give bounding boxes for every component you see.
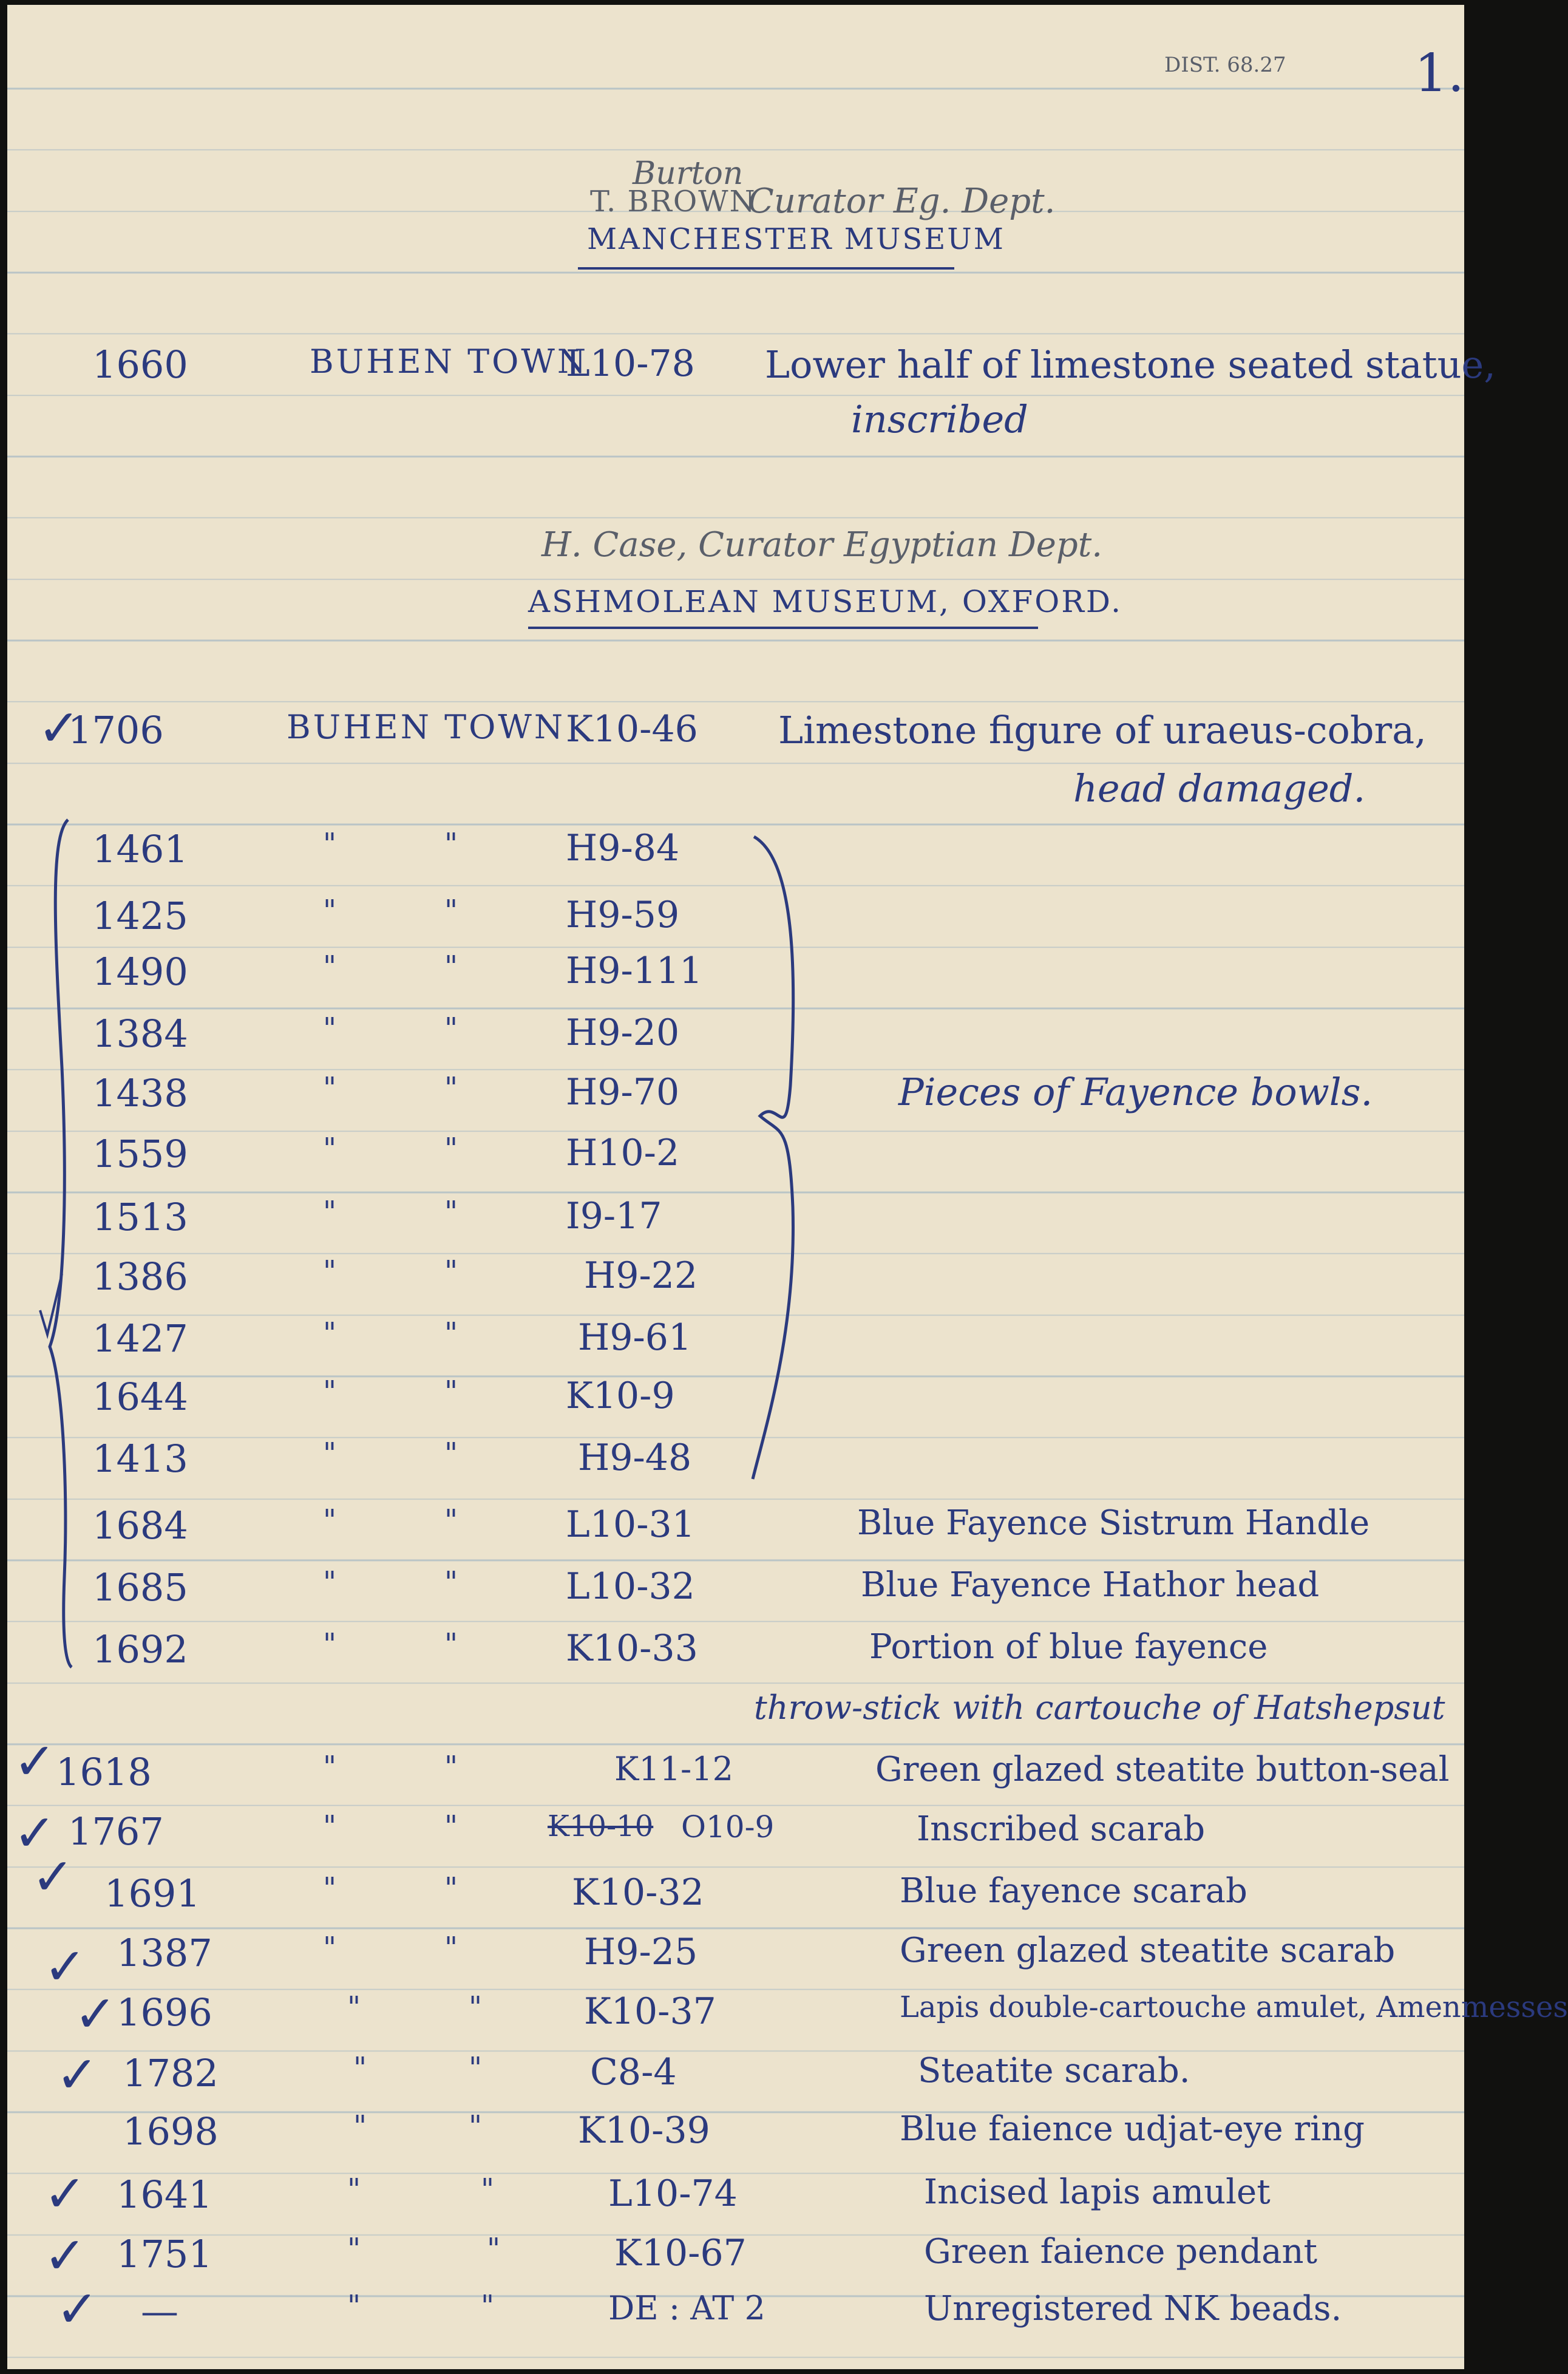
- registration-number: H9-70: [566, 1071, 680, 1114]
- pencil-annotation: Burton: [633, 155, 744, 192]
- ditto-mark: ": [444, 1195, 458, 1229]
- record-number: 1691: [104, 1871, 200, 1916]
- check-mark-icon: ✓: [56, 2279, 99, 2339]
- object-description-continued: inscribed: [851, 397, 1028, 441]
- object-description: Blue fayence scarab: [900, 1871, 1247, 1911]
- registration-number: L10-78: [566, 342, 695, 385]
- record-number: 1438: [92, 1071, 188, 1115]
- record-row: [7, 1803, 1464, 1870]
- record-number: 1559: [92, 1132, 188, 1176]
- record-number: 1644: [92, 1375, 188, 1419]
- page-number: 1.: [1414, 43, 1465, 104]
- ditto-mark: ": [444, 1437, 458, 1471]
- registration-number: K11-12: [614, 1750, 734, 1788]
- object-description: Limestone figure of uraeus-cobra,: [778, 708, 1427, 752]
- ditto-mark: ": [323, 950, 337, 984]
- object-description: Blue Fayence Sistrum Handle: [857, 1503, 1370, 1543]
- ditto-mark: ": [444, 1375, 458, 1409]
- ditto-mark: ": [323, 1254, 337, 1288]
- record-number: 1706: [68, 708, 164, 752]
- record-number: 1386: [92, 1254, 188, 1299]
- object-description: Portion of blue fayence: [869, 1627, 1268, 1667]
- record-row: [7, 1071, 1464, 1132]
- record-number: 1684: [92, 1503, 188, 1548]
- record-number: 1427: [92, 1316, 188, 1361]
- ditto-mark: ": [323, 1750, 337, 1784]
- record-row: [7, 1254, 1464, 1315]
- ditto-mark: ": [469, 1990, 483, 2024]
- record-row: [7, 1132, 1464, 1192]
- record-number: 1685: [92, 1565, 188, 1610]
- registration-number: L10-31: [566, 1503, 695, 1546]
- record-row: [7, 2279, 1464, 2350]
- heading-underline: [578, 267, 954, 270]
- document-reference: DIST. 68.27: [1164, 53, 1286, 77]
- record-number: 1641: [117, 2172, 212, 2217]
- ditto-mark: ": [444, 827, 458, 861]
- registration-number: K10-37: [584, 1990, 716, 2033]
- heading-underline: [528, 627, 1038, 629]
- registration-number: H9-59: [566, 894, 680, 936]
- record-row: [7, 1437, 1464, 1497]
- registration-number: C8-4: [590, 2051, 677, 2093]
- object-description: Lower half of limestone seated statue,: [765, 342, 1496, 387]
- ditto-mark: ": [323, 1627, 337, 1661]
- registration-number: I9-17: [566, 1195, 662, 1237]
- ditto-mark: ": [444, 1750, 458, 1784]
- object-description: Inscribed scarab: [917, 1809, 1206, 1849]
- registration-number: H9-111: [566, 950, 703, 992]
- object-description: Green glazed steatite button-seal: [875, 1750, 1450, 1789]
- record-number: 1660: [92, 342, 188, 387]
- ditto-mark: ": [481, 2289, 495, 2323]
- record-number: 1513: [92, 1195, 188, 1239]
- record-row: [7, 1984, 1568, 2051]
- check-mark-icon: ✓: [32, 1847, 75, 1906]
- record-number: 1767: [68, 1809, 164, 1854]
- ditto-mark: ": [323, 1437, 337, 1471]
- ditto-mark: ": [469, 2109, 483, 2143]
- registration-number: K10-67: [614, 2232, 747, 2274]
- curator-name: T. BROWN: [590, 185, 756, 219]
- ditto-mark: ": [487, 2232, 501, 2266]
- ditto-mark: ": [444, 1316, 458, 1350]
- ditto-mark: ": [444, 1565, 458, 1599]
- record-row: [7, 2164, 1464, 2233]
- ditto-mark: ": [444, 1012, 458, 1046]
- check-mark-icon: ✓: [56, 2045, 99, 2104]
- manuscript-page: [7, 5, 1568, 2369]
- record-number: 1696: [117, 1990, 212, 2035]
- museum-heading: MANCHESTER MUSEUM: [587, 222, 1005, 256]
- registration-number: H9-61: [578, 1316, 692, 1359]
- ditto-mark: ": [323, 1931, 337, 1965]
- record-row: [7, 1931, 1464, 1996]
- object-description: Steatite scarab.: [918, 2051, 1190, 2090]
- ditto-mark: ": [347, 1990, 361, 2024]
- check-mark-icon: ✓: [44, 2164, 87, 2223]
- record-row: [7, 1732, 1464, 1811]
- registration-number: H9-84: [566, 827, 680, 869]
- record-row: [7, 2045, 1464, 2112]
- curator-title: Curator Eg. Dept.: [748, 182, 1056, 221]
- ditto-mark: ": [444, 950, 458, 984]
- site-name: BUHEN TOWN: [310, 342, 589, 381]
- ditto-mark: ": [323, 1503, 337, 1537]
- ditto-mark: ": [323, 1871, 337, 1905]
- ditto-mark: ": [353, 2109, 367, 2143]
- record-row: [7, 1316, 1464, 1377]
- record-row: [7, 1503, 1464, 1564]
- record-number: 1782: [123, 2051, 219, 2095]
- object-description: Green glazed steatite scarab: [900, 1931, 1396, 1970]
- curator-line: H. Case, Curator Egyptian Dept.: [541, 525, 1103, 565]
- record-row: [7, 1375, 1464, 1435]
- record-number: 1751: [117, 2232, 212, 2276]
- record-row: [7, 698, 1464, 769]
- record-row: [7, 1627, 1464, 1688]
- registration-number: K10-33: [566, 1627, 698, 1670]
- check-mark-icon: ✓: [13, 1732, 56, 1791]
- record-row: [7, 1847, 1464, 1932]
- ditto-mark: ": [444, 1254, 458, 1288]
- record-number: 1698: [123, 2109, 219, 2154]
- registration-number: K10-46: [566, 708, 698, 750]
- group-description: Pieces of Fayence bowls.: [898, 1070, 1373, 1114]
- record-number: 1413: [92, 1437, 188, 1481]
- object-description: Incised lapis amulet: [924, 2172, 1271, 2212]
- ditto-mark: ": [444, 894, 458, 928]
- object-description: Green faience pendant: [924, 2232, 1318, 2271]
- site-name: BUHEN TOWN: [287, 708, 566, 746]
- registration-number: H9-22: [584, 1254, 698, 1297]
- ditto-mark: ": [323, 1071, 337, 1105]
- ditto-mark: ": [347, 2172, 361, 2206]
- record-row: [7, 827, 1464, 888]
- ditto-mark: ": [323, 894, 337, 928]
- registration-number: DE : AT 2: [608, 2289, 765, 2327]
- registration-number: H10-2: [566, 1132, 680, 1174]
- record-number: —: [141, 2289, 178, 2333]
- record-number: 1425: [92, 894, 188, 938]
- record-number: 1384: [92, 1012, 188, 1056]
- registration-number: L10-32: [566, 1565, 695, 1608]
- ditto-mark: ": [469, 2051, 483, 2085]
- struck-registration: K10-10: [548, 1809, 654, 1843]
- record-row: [7, 342, 1496, 403]
- record-row: [7, 1565, 1464, 1626]
- record-row: [7, 2109, 1464, 2170]
- ditto-mark: ": [323, 1012, 337, 1046]
- ditto-mark: ": [323, 1809, 337, 1843]
- object-description-continued: head damaged.: [1073, 766, 1366, 811]
- ditto-mark: ": [444, 1627, 458, 1661]
- ditto-mark: ": [323, 1375, 337, 1409]
- ditto-mark: ": [444, 1132, 458, 1166]
- record-number: 1387: [117, 1931, 212, 1975]
- object-description: Unregistered NK beads.: [924, 2289, 1342, 2328]
- object-description: Lapis double-cartouche amulet, Amenmesses: [900, 1990, 1568, 2024]
- ditto-mark: ": [347, 2232, 361, 2266]
- record-row: [7, 1012, 1464, 1072]
- registration-number: K10-39: [578, 2109, 710, 2152]
- check-mark-icon: ✓: [44, 2226, 87, 2285]
- ditto-mark: ": [323, 1316, 337, 1350]
- object-description-continued: throw-stick with cartouche of Hatshepsut: [754, 1689, 1445, 1727]
- ditto-mark: ": [444, 1931, 458, 1965]
- registration-number: O10-9: [681, 1809, 775, 1845]
- record-row: [7, 894, 1464, 954]
- object-description: Blue Fayence Hathor head: [861, 1565, 1320, 1605]
- ditto-mark: ": [353, 2051, 367, 2085]
- check-mark-icon: ✓: [38, 698, 81, 758]
- ditto-mark: ": [323, 1565, 337, 1599]
- ditto-mark: ": [323, 827, 337, 861]
- record-number: 1461: [92, 827, 188, 871]
- check-mark-icon: ✓: [13, 1803, 56, 1863]
- object-description: Blue faience udjat-eye ring: [900, 2109, 1365, 2149]
- ditto-mark: ": [323, 1132, 337, 1166]
- check-mark-icon: ✓: [44, 1937, 87, 1996]
- registration-number: K10-32: [572, 1871, 704, 1914]
- ditto-mark: ": [323, 1195, 337, 1229]
- check-mark-icon: ✓: [74, 1984, 117, 2044]
- ditto-mark: ": [444, 1503, 458, 1537]
- record-row: [7, 950, 1464, 1010]
- record-number: 1490: [92, 950, 188, 994]
- registration-number: L10-74: [608, 2172, 738, 2215]
- museum-heading: ASHMOLEAN MUSEUM, OXFORD.: [528, 584, 1123, 619]
- ditto-mark: ": [347, 2289, 361, 2323]
- ditto-mark: ": [444, 1071, 458, 1105]
- ditto-mark: ": [444, 1809, 458, 1843]
- registration-number: K10-9: [566, 1375, 675, 1417]
- record-row: [7, 2226, 1464, 2293]
- record-number: 1692: [92, 1627, 188, 1672]
- registration-number: H9-48: [578, 1437, 692, 1479]
- ditto-mark: ": [481, 2172, 495, 2206]
- registration-number: H9-25: [584, 1931, 698, 1973]
- ditto-mark: ": [444, 1871, 458, 1905]
- record-row: [7, 1195, 1464, 1256]
- record-number: 1618: [56, 1750, 152, 1794]
- registration-number: H9-20: [566, 1012, 680, 1054]
